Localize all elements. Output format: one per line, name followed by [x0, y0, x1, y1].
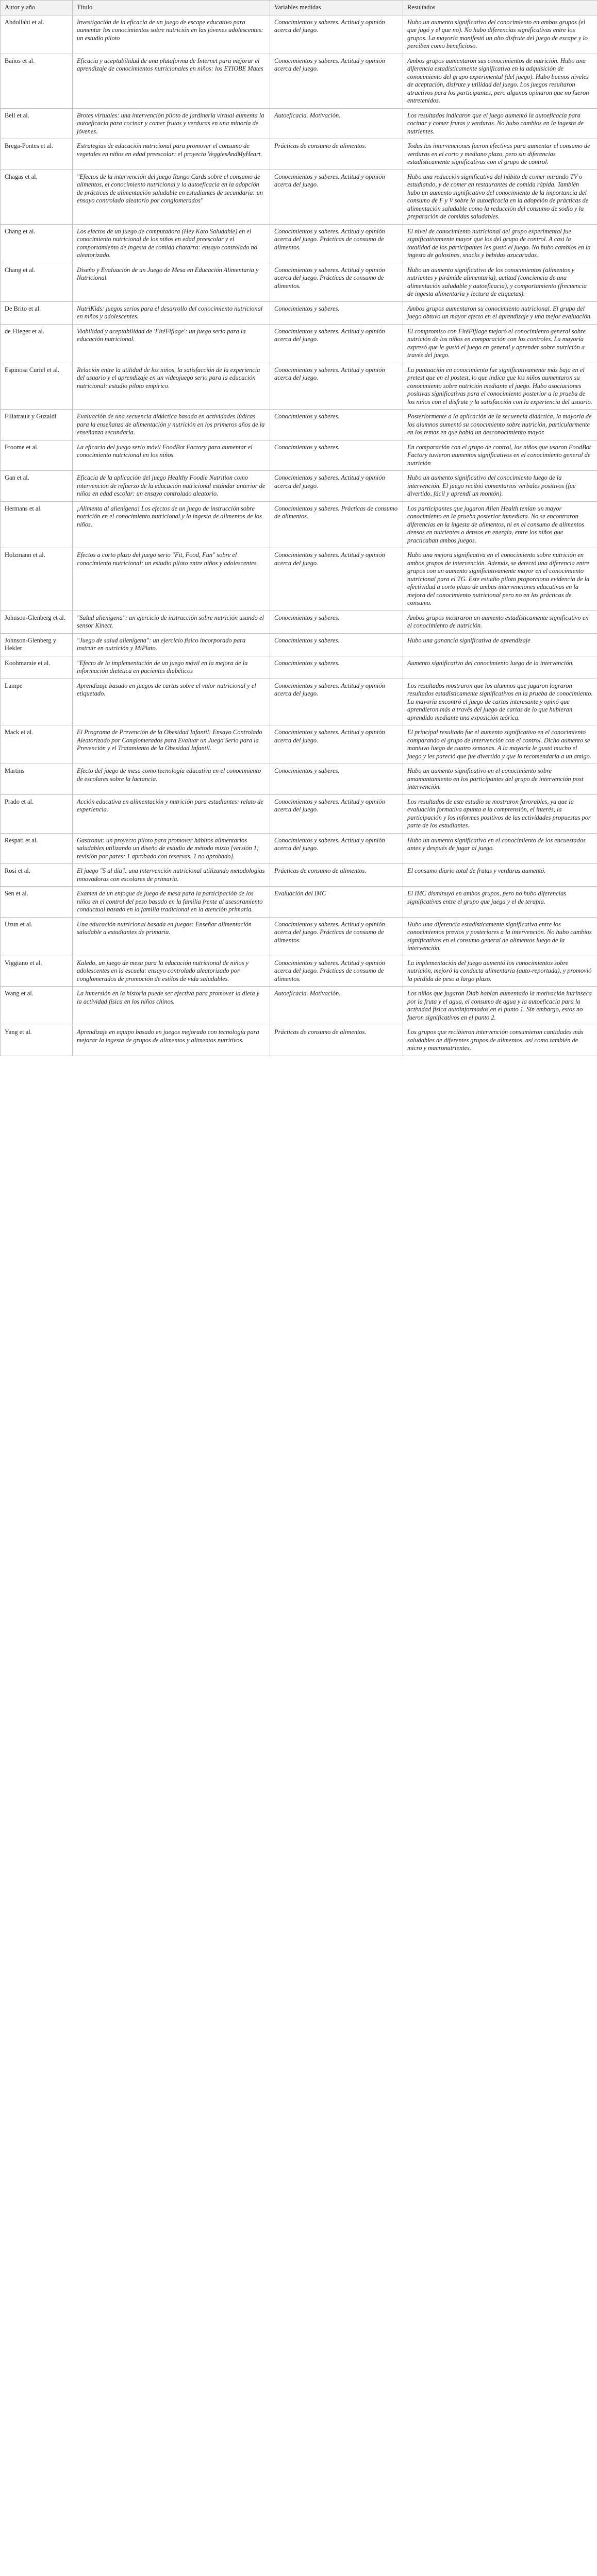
cell-author: Martins: [1, 764, 73, 795]
cell-variables: Conocimientos y saberes. Actitud y opinión acerca del juego.: [270, 833, 403, 864]
cell-variables: Conocimientos y saberes. Actitud y opinión acerca del juego. Prácticas de consumo de alimentos.: [270, 917, 403, 956]
cell-title: Kaledo, un juego de mesa para la educación nutricional de niños y adolescentes en la escuela: ensayo controlado aleatorizado por conglomerados de promoción de estilos de vida saludables.: [73, 956, 270, 987]
cell-title: NutriKids: juegos serios para el desarrollo del conocimiento nutricional en niños y adolescentes.: [73, 301, 270, 324]
cell-author: de Flieger et al.: [1, 324, 73, 363]
table-row: [1, 440, 597, 471]
cell-results: Ambos grupos aumentaron su conocimiento nutricional. El grupo del juego obtuvo un mayor efecto en el aprendizaje y una mejor evaluación.: [403, 301, 597, 324]
cell-variables: Conocimientos y saberes. Actitud y opinión acerca del juego.: [270, 170, 403, 224]
cell-title: Los efectos de un juego de computadora (Hey Kato Saludable) en el conocimiento nutricional de los niños en edad preescolar y el comportamiento de ingesta de comida chatarra: ensayo controlado no aleatorizado.: [73, 224, 270, 263]
cell-variables: Conocimientos y saberes.: [270, 611, 403, 633]
cell-author: Holzmann et al.: [1, 548, 73, 611]
cell-variables: Conocimientos y saberes.: [270, 410, 403, 440]
cell-title: "Salud alienígena": un ejercicio de instrucción sobre nutrición usando el sensor Kinect.: [73, 611, 270, 633]
cell-title: Estrategias de educación nutricional para promover el consumo de vegetales en niños en edad preescolar: el proyecto VeggiesAndMyHeart.: [73, 139, 270, 170]
table-row: [1, 864, 597, 887]
table-row: [1, 363, 597, 410]
cell-author: Chang et al.: [1, 263, 73, 301]
cell-results: Los resultados indicaron que el juego aumentó la autoeficacia para cocinar y comer frutas y verduras. No hubo cambios en la ingesta de nutrientes.: [403, 108, 597, 139]
cell-author: Respati et al.: [1, 833, 73, 864]
cell-results: Los resultados mostraron que los alumnos que jugaron lograron resultados estadísticamente significativos en la prueba de conocimiento. La mayoría encontró el juego de cartas interesante y opinó que aprendieron más a través del juego de cartas de lo que hubieran aprendido mediante una exposición teórica.: [403, 679, 597, 725]
cell-author: Chang et al.: [1, 224, 73, 263]
table-row: [1, 987, 597, 1025]
table-row: [1, 54, 597, 108]
header-title: Título: [73, 1, 270, 15]
cell-author: De Brito et al.: [1, 301, 73, 324]
cell-author: Chagas et al.: [1, 170, 73, 224]
cell-author: Mack et al.: [1, 725, 73, 764]
cell-title: Viabilidad y aceptabilidad de 'FitéFiflage': un juego serio para la educación nutricional.: [73, 324, 270, 363]
cell-title: Evaluación de una secuencia didáctica basada en actividades lúdicas para la enseñanza de alimentación y nutrición en los primeros años de la enseñanza secundaria.: [73, 410, 270, 440]
table-body: [1, 15, 597, 1056]
cell-title: La inmersión en la historia puede ser efectiva para promover la dieta y la actividad física en los niños chinos.: [73, 987, 270, 1025]
cell-author: Lampe: [1, 679, 73, 725]
table-row: [1, 956, 597, 987]
header-author: Autor y año: [1, 1, 73, 15]
cell-variables: Conocimientos y saberes.: [270, 764, 403, 795]
cell-author: Abdollahi et al.: [1, 15, 73, 54]
cell-author: Froome et al.: [1, 440, 73, 471]
cell-author: Wang et al.: [1, 987, 73, 1025]
cell-title: El Programa de Prevención de la Obesidad Infantil: Ensayo Controlado Aleatorizado por Conglomerados para Evaluar un Juego Serio para la Prevención y el Tratamiento de la Obesidad Infantil.: [73, 725, 270, 764]
cell-results: Hubo una reducción significativa del hábito de comer mirando TV o estudiando, y de comer en restaurantes de comida rápida. También hubo un aumento significativo del conocimiento de la importancia del consumo de F y V sobre la autoeficacia en la adopción de prácticas de alimentación saludable como la reducción del consumo de sodio y la preparación de comidas saludables.: [403, 170, 597, 224]
cell-variables: Conocimientos y saberes. Actitud y opinión acerca del juego.: [270, 363, 403, 410]
cell-results: La puntuación en conocimiento fue significativamente más baja en el pretest que en el postest, lo que indica que los niños aumentaron su conocimiento sobre nutrición mediante el juego. Hubo asociaciones positivas significativas para el conocimiento posterior a la prueba de los niños con el disfrute y la satisfacción con la experiencia del usuario.: [403, 363, 597, 410]
cell-author: Gan et al.: [1, 471, 73, 502]
cell-variables: Prácticas de consumo de alimentos.: [270, 139, 403, 170]
cell-results: Los grupos que recibieron intervención consumieron cantidades más saludables de diferentes grupos de alimentos, así como también de micro y macronutrientes.: [403, 1025, 597, 1056]
cell-author: Espinosa Curiel et al.: [1, 363, 73, 410]
table-row: [1, 887, 597, 918]
cell-results: En comparación con el grupo de control, los niños que usaron FoodBot Factory tuvieron aumentos significativos en el conocimiento general de nutrición: [403, 440, 597, 471]
cell-title: Relación entre la utilidad de los niños, la satisfacción de la experiencia del usuario y el aprendizaje en un videojuego serio para la educación nutricional: estudio piloto empírico.: [73, 363, 270, 410]
cell-author: Brega-Pontes et al.: [1, 139, 73, 170]
cell-title: ¡Alimenta al alienígena! Los efectos de un juego de instrucción sobre nutrición en el conocimiento nutricional y la ingesta de alimentos de los niños.: [73, 501, 270, 548]
cell-results: Hubo un aumento significativo de los conocimientos (alimentos y nutrientes y pirámide alimentaria), actitud (conciencia de una alimentación saludable y autoeficacia), y comportamiento (frecuencia de ingesta alimentaria y lectura de etiquetas).: [403, 263, 597, 301]
cell-title: Aprendizaje basado en juegos de cartas sobre el valor nutricional y el etiquetado.: [73, 679, 270, 725]
table-row: [1, 633, 597, 656]
cell-author: Filiatrault y Guzaldi: [1, 410, 73, 440]
cell-results: Los participantes que jugaron Alien Health tenían un mayor conocimiento en la prueba posterior inmediata. No se encontraron diferencias en la ingesta de alimentos, ni en el consumo de alimentos densos en nutrientes o densos en energía, entre los niños que practicaban ambos juegos.: [403, 501, 597, 548]
cell-results: Hubo un aumento significativo del conocimiento en ambos grupos (el que jugó y el que no). No hubo diferencias significativas entre los grupos. La mayoría manifestó un alto disfrute del juego de escape y lo perciben como beneficioso.: [403, 15, 597, 54]
cell-variables: Conocimientos y saberes. Actitud y opinión acerca del juego.: [270, 54, 403, 108]
cell-results: Los resultados de este estudio se mostraron favorables, ya que la evaluación formativa apunta a la comprensión, el interés, la participación y los informes positivos de las actividades propuestas por parte de los estudiantes.: [403, 794, 597, 833]
cell-results: Ambos grupos aumentaron sus conocimientos de nutrición. Hubo una diferencia estadísticamente significativa en la adquisición de conocimiento del grupo experimental (del juego). Hubo buenos niveles de aceptación, disfrute y utilidad del juego. Los juegos resultaron atractivos para los participantes, pero algunos opinaron que no fueron entretenidos.: [403, 54, 597, 108]
cell-title: Diseño y Evaluación de un Juego de Mesa en Educación Alimentaria y Nutricional.: [73, 263, 270, 301]
header-variables: Variables medidas: [270, 1, 403, 15]
cell-author: Uzun et al.: [1, 917, 73, 956]
cell-results: El compromiso con FitéFiflage mejoró el conocimiento general sobre nutrición de los niños en comparación con los controles. La mayoría expresó que le gustó el juego en general y aprender sobre nutrición a través del juego.: [403, 324, 597, 363]
cell-variables: Conocimientos y saberes.: [270, 656, 403, 679]
cell-variables: Conocimientos y saberes. Actitud y opinión acerca del juego. Prácticas de consumo de alimentos.: [270, 956, 403, 987]
cell-title: "Efecto de la implementación de un juego móvil en la mejora de la información dietética en pacientes diabéticos: [73, 656, 270, 679]
cell-variables: Prácticas de consumo de alimentos.: [270, 1025, 403, 1056]
cell-results: El IMC disminuyó en ambos grupos, pero no hubo diferencias significativas entre el grupo que juega y el de terapia.: [403, 887, 597, 918]
cell-results: El nivel de conocimiento nutricional del grupo experimental fue significativamente mayor que los del grupo de control. A casi la totalidad de los participantes les gustó el juego. No hubo cambios en la ingesta de golosinas, snacks y bebidas azucaradas.: [403, 224, 597, 263]
cell-results: Ambos grupos mostraron un aumento estadísticamente significativo en el conocimiento de nutrición.: [403, 611, 597, 633]
cell-results: Posteriormente a la aplicación de la secuencia didáctica, la mayoría de los alumnos aumentó su conocimiento sobre nutrición, particularmente en los temas en que había un desconocimiento mayor.: [403, 410, 597, 440]
table-row: [1, 794, 597, 833]
table-row: [1, 324, 597, 363]
cell-author: Rosi et al.: [1, 864, 73, 887]
header-row: [1, 1, 597, 15]
table-row: [1, 656, 597, 679]
cell-results: La implementación del juego aumentó los conocimientos sobre nutrición, mejoró la conducta alimentaria (auto-reportada), y promovió la pérdida de peso a largo plazo.: [403, 956, 597, 987]
table-row: [1, 224, 597, 263]
cell-results: Hubo un aumento significativo del conocimiento luego de la intervención. El juego recibió comentarios verbales positivos (fue divertido, fácil y aprendí un montón).: [403, 471, 597, 502]
table-row: [1, 679, 597, 725]
cell-results: Los niños que jugaron Diab habían aumentado la motivación intrínseca por la fruta y el agua, el consumo de agua y la autoeficacia para la actividad física autoinformados en el punto 1. Sin embargo, estos no fueron significativos en el punto 2.: [403, 987, 597, 1025]
cell-title: "Efectos de la intervención del juego Rango Cards sobre el consumo de alimentos, el conocimiento nutricional y la autoeficacia en la adopción de prácticas de alimentación saludable en estudiantes de secundaria: un ensayo controlado aleatorio por conglomerados": [73, 170, 270, 224]
cell-variables: Conocimientos y saberes. Actitud y opinión acerca del juego.: [270, 324, 403, 363]
cell-variables: Conocimientos y saberes. Actitud y opinión acerca del juego.: [270, 725, 403, 764]
table-row: [1, 501, 597, 548]
cell-variables: Conocimientos y saberes.: [270, 301, 403, 324]
cell-variables: Conocimientos y saberes. Actitud y opinión acerca del juego.: [270, 15, 403, 54]
cell-author: Viggiano et al.: [1, 956, 73, 987]
cell-author: Prado et al.: [1, 794, 73, 833]
cell-results: Hubo una ganancia significativa de aprendizaje: [403, 633, 597, 656]
cell-title: Eficacia de la aplicación del juego Healthy Foodie Nutrition como intervención de refuerzo de la educación nutricional estándar anterior de niños en edad escolar: un ensayo controlado aleatorio.: [73, 471, 270, 502]
cell-variables: Conocimientos y saberes. Actitud y opinión acerca del juego.: [270, 794, 403, 833]
cell-results: Todas las intervenciones fueron efectivas para aumentar el consumo de verduras en el corto y mediano plazo, pero sin diferencias estadísticamente significativas con el grupo de control.: [403, 139, 597, 170]
cell-results: El consumo diario total de frutas y verduras aumentó.: [403, 864, 597, 887]
cell-results: El principal resultado fue el aumento significativo en el conocimiento comparando el grupo de intervención con el control. Dicho aumento se mantuvo luego de cuatro semanas. A la mayoría le gustó mucho el juego y les pareció que fue divertido y que lo recomendaría a un amigo.: [403, 725, 597, 764]
table-row: [1, 301, 597, 324]
table-row: [1, 1025, 597, 1056]
table-row: [1, 764, 597, 795]
cell-title: La eficacia del juego serio móvil FoodBot Factory para aumentar el conocimiento nutricional en los niños.: [73, 440, 270, 471]
cell-variables: Conocimientos y saberes. Prácticas de consumo de alimentos.: [270, 501, 403, 548]
cell-variables: Conocimientos y saberes. Actitud y opinión acerca del juego.: [270, 679, 403, 725]
cell-author: Bell et al.: [1, 108, 73, 139]
cell-variables: Autoeficacia. Motivación.: [270, 987, 403, 1025]
table-row: [1, 139, 597, 170]
cell-variables: Conocimientos y saberes. Actitud y opinión acerca del juego.: [270, 548, 403, 611]
cell-variables: Autoeficacia. Motivación.: [270, 108, 403, 139]
cell-title: Examen de un enfoque de juego de mesa para la participación de los niños en el control del peso basado en la familia frente al asesoramiento conductual basado en la familia tradicional en la atención primaria.: [73, 887, 270, 918]
cell-title: Gastronut: un proyecto piloto para promover hábitos alimentarios saludables utilizando un diseño de estudio de método mixto [versión 1; revisión por pares: 1 aprobado con reservas, 1 no aprobado].: [73, 833, 270, 864]
studies-table: [0, 0, 597, 1056]
cell-variables: Conocimientos y saberes.: [270, 633, 403, 656]
cell-author: Hermans et al.: [1, 501, 73, 548]
cell-author: Sen et al.: [1, 887, 73, 918]
table-header: [1, 1, 597, 15]
table-row: [1, 611, 597, 633]
table-row: [1, 917, 597, 956]
table-row: [1, 833, 597, 864]
cell-variables: Conocimientos y saberes. Actitud y opinión acerca del juego. Prácticas de consumo de alimentos.: [270, 224, 403, 263]
cell-author: Johnson-Glenberg et al.: [1, 611, 73, 633]
header-results: Resultados: [403, 1, 597, 15]
table-row: [1, 15, 597, 54]
table-row: [1, 108, 597, 139]
table-row: [1, 263, 597, 301]
cell-title: Acción educativa en alimentación y nutrición para estudiantes: relato de experiencia.: [73, 794, 270, 833]
cell-results: Aumento significativo del conocimiento luego de la intervención.: [403, 656, 597, 679]
cell-title: Una educación nutricional basada en juegos: Enseñar alimentación saludable a estudiantes de primaria.: [73, 917, 270, 956]
cell-author: Baños et al.: [1, 54, 73, 108]
cell-title: Brotes virtuales: una intervención piloto de jardinería virtual aumenta la autoeficacia para cocinar y comer frutas y verduras en una minoría de jóvenes.: [73, 108, 270, 139]
cell-results: Hubo un aumento significativo en el conocimiento sobre amamantamiento en los participantes del grupo de intervención post intervención.: [403, 764, 597, 795]
cell-title: Efecto del juego de mesa como tecnología educativa en el conocimiento de escolares sobre la lactancia.: [73, 764, 270, 795]
cell-title: Investigación de la eficacia de un juego de escape educativo para aumentar los conocimientos sobre nutrición en las jóvenes adolescentes: un estudio piloto: [73, 15, 270, 54]
table-row: [1, 410, 597, 440]
cell-title: "Juego de salud alienígena": un ejercicio físico incorporado para instruir en nutrición y MiPlato.: [73, 633, 270, 656]
cell-title: El juego "5 al día": una intervención nutricional utilizando metodologías innovadoras con escolares de primaria.: [73, 864, 270, 887]
cell-author: Yang et al.: [1, 1025, 73, 1056]
table-row: [1, 471, 597, 502]
cell-title: Eficacia y aceptabilidad de una plataforma de Internet para mejorar el aprendizaje de conocimientos nutricionales en niños: los ETIOBE Mates: [73, 54, 270, 108]
cell-variables: Conocimientos y saberes. Actitud y opinión acerca del juego. Prácticas de consumo de alimentos.: [270, 263, 403, 301]
cell-title: Aprendizaje en equipo basado en juegos mejorado con tecnología para mejorar la ingesta de grupos de alimentos y alimentos nutritivos.: [73, 1025, 270, 1056]
cell-variables: Conocimientos y saberes.: [270, 440, 403, 471]
cell-results: Hubo una diferencia estadísticamente significativa entre los conocimientos previos y posteriores a la intervención. No hubo cambios significativos en el consumo general de alimentos luego de la intervención.: [403, 917, 597, 956]
cell-author: Koohmaraie et al.: [1, 656, 73, 679]
cell-variables: Conocimientos y saberes. Actitud y opinión acerca del juego.: [270, 471, 403, 502]
cell-variables: Prácticas de consumo de alimentos.: [270, 864, 403, 887]
table-row: [1, 170, 597, 224]
cell-author: Johnson-Glenberg y Hekler: [1, 633, 73, 656]
cell-title: Efectos a corto plazo del juego serio "Fit, Food, Fun" sobre el conocimiento nutricional: un estudio piloto entre niños y adolescentes.: [73, 548, 270, 611]
cell-results: Hubo una mejora significativa en el conocimiento sobre nutrición en ambos grupos de intervención. Además, se detectó una diferencia entre grupos con un aumento significativamente mayor en el conocimiento nutricional para el TG. Este estudio piloto proporciona evidencia de la efectividad a corto plazo de ambas intervenciones educativas en la mejora del conocimiento nutricional pero no en las prácticas de consumo.: [403, 548, 597, 611]
table-row: [1, 725, 597, 764]
cell-variables: Evaluación del IMC: [270, 887, 403, 918]
table-row: [1, 548, 597, 611]
cell-results: Hubo un aumento significativo en el conocimiento de los encuestados antes y después de jugar al juego.: [403, 833, 597, 864]
